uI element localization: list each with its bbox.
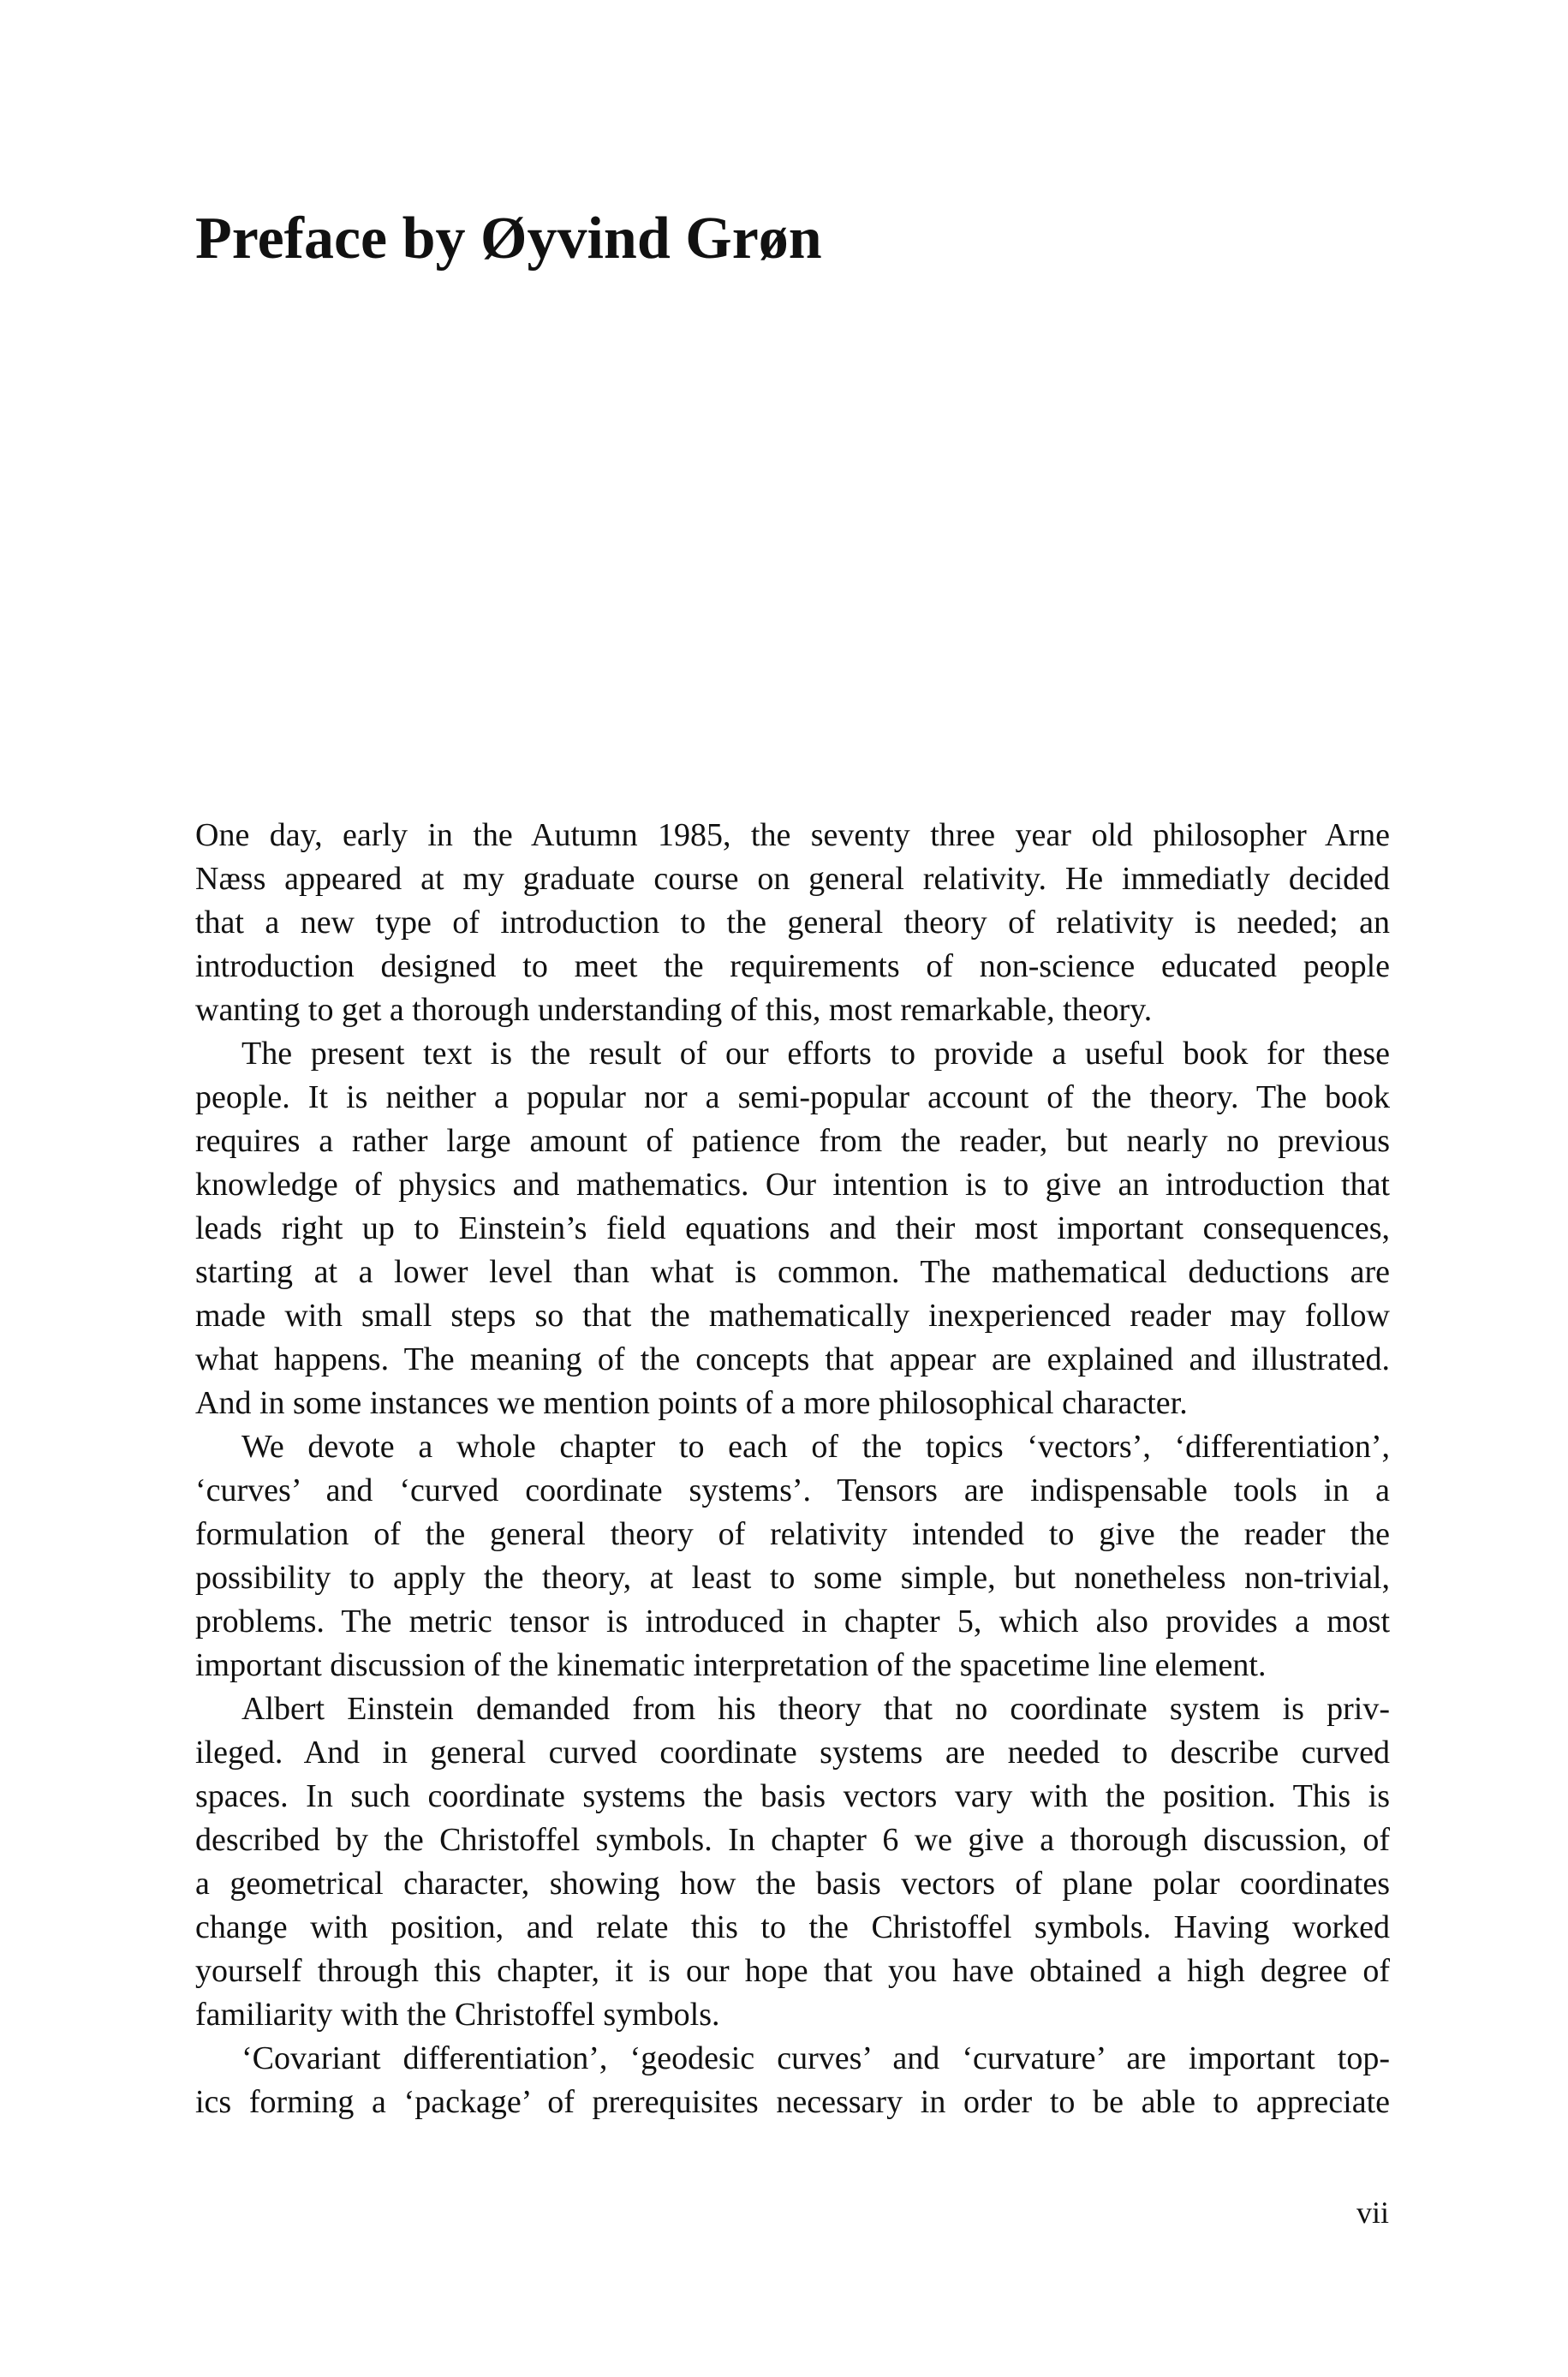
text-line: important discussion of the kinematic interpretation of the spacetime line element. [195, 1647, 1267, 1683]
text-line: possibility to apply the theory, at least to some simple, but nonetheless non-trivial, [195, 1560, 1390, 1596]
text-line: ‘Covariant differentiation’, ‘geodesic curves’ and ‘curvature’ are important top- [241, 2040, 1390, 2076]
paragraph-4 [195, 1687, 1390, 2037]
text-line: formulation of the general theory of relativity intended to give the reader the [195, 1516, 1390, 1552]
page-number: vii [1356, 2195, 1389, 2230]
text-line: The present text is the result of our efforts to provide a useful book for these [241, 1036, 1390, 1072]
text-line: described by the Christoffel symbols. In chapter 6 we give a thorough discussion, of [195, 1822, 1390, 1858]
text-line: yourself through this chapter, it is our hope that you have obtained a high degree of [195, 1953, 1390, 1989]
text-line: ics forming a ‘package’ of prerequisites necessary in order to be able to appreciate [195, 2084, 1390, 2120]
text-line: wanting to get a thorough understanding of this, most remarkable, theory. [195, 992, 1153, 1028]
text-line: familiarity with the Christoffel symbols. [195, 1997, 720, 2033]
paragraph-2 [195, 1032, 1390, 1425]
text-line: And in some instances we mention points of a more philosophical character. [195, 1385, 1188, 1421]
text-line: ileged. And in general curved coordinate systems are needed to describe curved [195, 1735, 1390, 1771]
paragraph-3 [195, 1425, 1390, 1687]
paragraph-5 [195, 2037, 1390, 2124]
text-line: made with small steps so that the mathematically inexperienced reader may follow [195, 1298, 1390, 1334]
text-line: ‘curves’ and ‘curved coordinate systems’. Tensors are indispensable tools in a [195, 1472, 1390, 1508]
text-line: requires a rather large amount of patience from the reader, but nearly no previous [195, 1123, 1390, 1159]
text-line: leads right up to Einstein’s field equations and their most important consequences, [195, 1210, 1390, 1246]
text-line: We devote a whole chapter to each of the topics ‘vectors’, ‘differentiation’, [241, 1429, 1390, 1465]
text-line: Næss appeared at my graduate course on general relativity. He immediatly decided [195, 861, 1390, 897]
text-line: starting at a lower level than what is common. The mathematical deductions are [195, 1254, 1390, 1290]
text-line: that a new type of introduction to the general theory of relativity is needed; an [195, 905, 1390, 941]
text-line: spaces. In such coordinate systems the basis vectors vary with the position. This is [195, 1778, 1390, 1814]
text-line: Albert Einstein demanded from his theory that no coordinate system is priv- [241, 1691, 1390, 1727]
preface-body [195, 814, 1390, 2124]
text-line: One day, early in the Autumn 1985, the seventy three year old philosopher Arne [195, 817, 1390, 853]
chapter-title: Preface by Øyvind Grøn [195, 206, 822, 272]
text-line: knowledge of physics and mathematics. Our intention is to give an introduction that [195, 1167, 1390, 1203]
paragraph-1 [195, 814, 1390, 1032]
text-line: problems. The metric tensor is introduced in chapter 5, which also provides a most [195, 1604, 1390, 1639]
text-line: what happens. The meaning of the concepts that appear are explained and illustrated. [195, 1341, 1390, 1377]
text-line: introduction designed to meet the requirements of non-science educated people [195, 948, 1390, 984]
text-line: people. It is neither a popular nor a semi-popular account of the theory. The book [195, 1079, 1390, 1115]
text-line: a geometrical character, showing how the basis vectors of plane polar coordinates [195, 1866, 1390, 1902]
text-line: change with position, and relate this to the Christoffel symbols. Having worked [195, 1909, 1390, 1945]
